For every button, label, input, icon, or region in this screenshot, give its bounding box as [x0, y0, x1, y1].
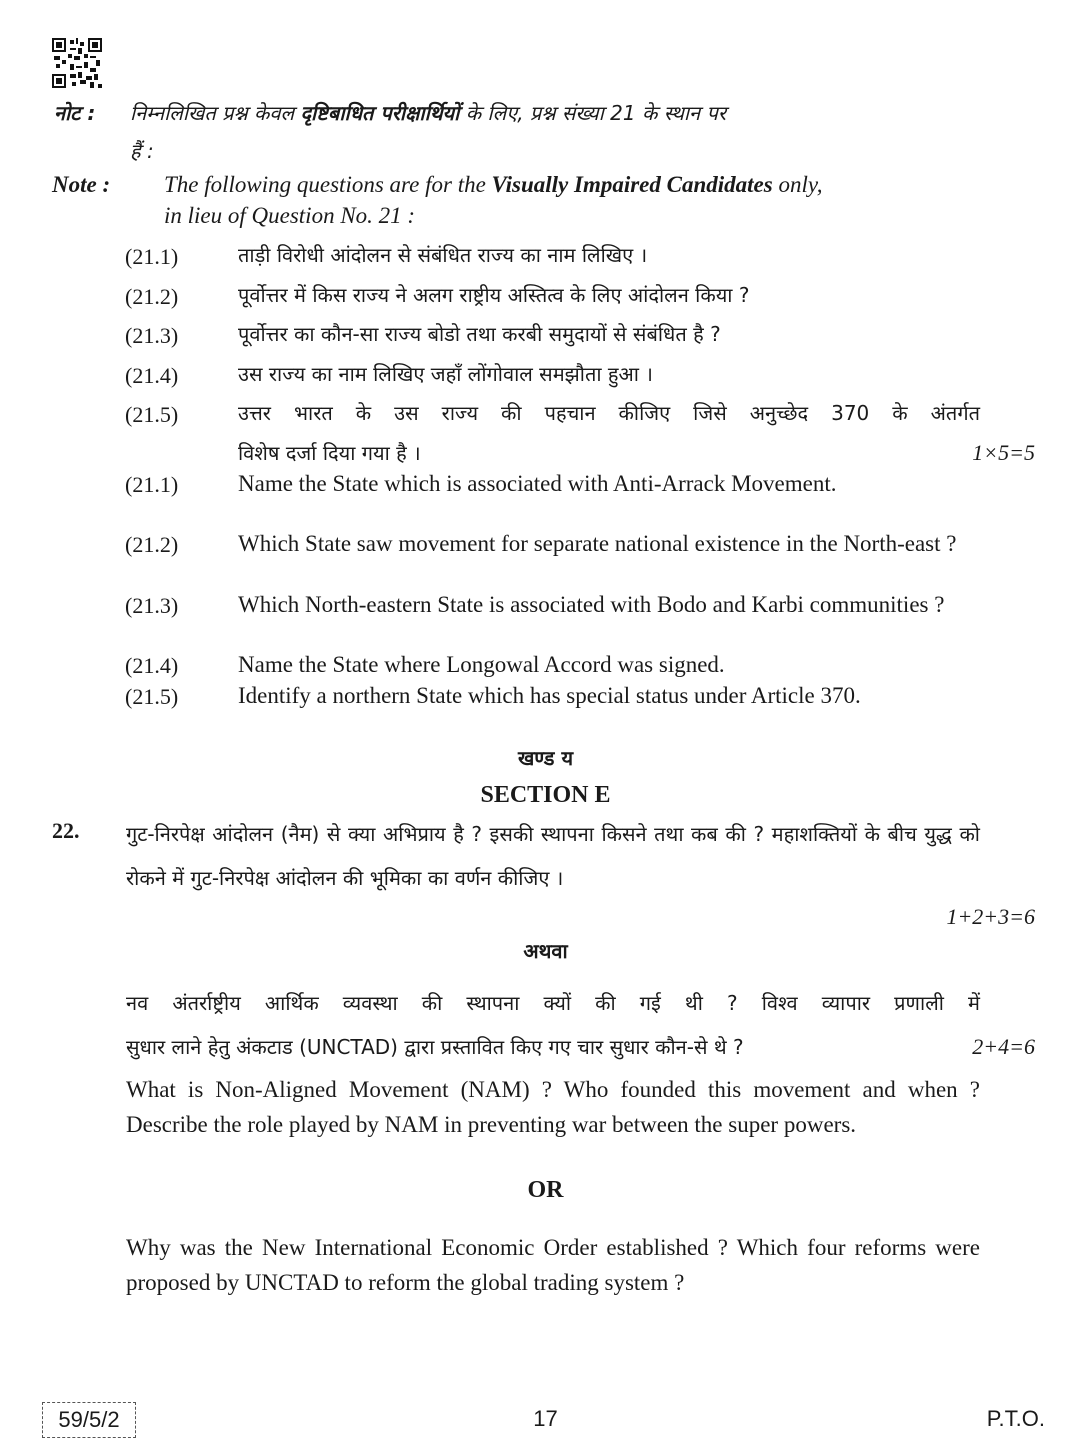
hindi-q-text: उत्तर भारत के उस राज्य की पहचान कीजिए जिसे अनुच्छेद 370 के अंतर्गत [238, 401, 980, 425]
note-hindi-text [130, 94, 990, 132]
english-q-text: Name the State where Longowal Accord was signed. [238, 652, 725, 677]
note-english-line2: in lieu of Question No. 21 : [164, 203, 416, 228]
q22-hindi-alt-marks: 2+4=6 [972, 1034, 1035, 1059]
q22-english-alt-text: Why was the New International Economic Order established ? Which four reforms were proposed by UNCTAD to reform the global trading system ? [126, 1235, 980, 1295]
english-q-text: Which State saw movement for separate national existence in the North-east ? [238, 531, 957, 556]
note-hindi-pre: निम्नलिखित प्रश्न केवल [130, 101, 295, 125]
or-hindi: अथवा [523, 939, 568, 963]
note-hindi-bold: दृष्टिबाधित परीक्षार्थियों [300, 101, 460, 125]
hindi-q-text: पूर्वोत्तर का कौन-सा राज्य बोडो तथा करबी समुदायों से संबंधित है ? [238, 322, 721, 346]
q22-english-text: What is Non-Aligned Movement (NAM) ? Who founded this movement and when ? Describe the role played by NAM in preventing war between the super powers. [126, 1077, 980, 1137]
note-english-bold: Visually Impaired Candidates [491, 172, 773, 197]
or-english: OR [527, 1177, 564, 1203]
q22-hindi-alt-line1: नव अंतर्राष्ट्रीय आर्थिक व्यवस्था की स्थापना क्यों की गई थी ? विश्व व्यापार प्रणाली में [126, 991, 980, 1015]
pto-label: P.T.O. [986, 1406, 1045, 1431]
note-hindi-line2: हैं : [130, 139, 154, 163]
note-english-post: only, [778, 172, 823, 197]
hindi-q-number: (21.2) [125, 284, 179, 309]
section-heading-hindi: खण्ड य [517, 746, 574, 770]
hindi-q-text: उस राज्य का नाम लिखिए जहाँ लोंगोवाल समझौता हुआ । [238, 362, 653, 386]
hindi-q-text: पूर्वोत्तर में किस राज्य ने अलग राष्ट्रीय अस्तित्व के लिए आंदोलन किया ? [238, 283, 750, 307]
q22-hindi-alt-line2: सुधार लाने हेतु अंकटाड (UNCTAD) द्वारा प्रस्तावित किए गए चार सुधार कौन-से थे ? [126, 1035, 744, 1059]
q22-hindi-marks: 1+2+3=6 [946, 904, 1035, 929]
english-q-number: (21.4) [125, 653, 179, 678]
marks-21: 1×5=5 [972, 440, 1035, 465]
q22-hindi-text: गुट-निरपेक्ष आंदोलन (नैम) से क्या अभिप्राय है ? इसकी स्थापना किसने तथा कब की ? महाशक्तियों के बीच युद्ध को रोकने में गुट-निरपेक्ष आंदोलन की भूमिका का वर्णन कीजिए । [126, 822, 980, 890]
hindi-q-number: (21.5) [125, 402, 179, 427]
hindi-q-number: (21.3) [125, 323, 179, 348]
hindi-q-number: (21.1) [125, 244, 179, 269]
hindi-q-text: ताड़ी विरोधी आंदोलन से संबंधित राज्य का नाम लिखिए । [238, 243, 648, 267]
english-q-number: (21.5) [125, 684, 179, 709]
hindi-q-text-line2: विशेष दर्जा दिया गया है । [238, 441, 421, 465]
question-number: 22. [52, 818, 80, 843]
english-q-number: (21.3) [125, 593, 179, 618]
english-q-text: Identify a northern State which has special status under Article 370. [238, 683, 861, 708]
note-english-text [164, 170, 1044, 200]
english-q-text: Which North-eastern State is associated with Bodo and Karbi communities ? [238, 592, 945, 617]
section-heading-english: SECTION E [480, 782, 611, 808]
page-number: 17 [533, 1406, 558, 1431]
paper-code: 59/5/2 [58, 1407, 120, 1432]
hindi-q-number: (21.4) [125, 363, 179, 388]
qr-code [52, 38, 102, 88]
note-hindi-post: के लिए, प्रश्न संख्या 21 के स्थान पर [465, 101, 727, 125]
note-english-pre: The following questions are for the [164, 172, 486, 197]
english-q-number: (21.2) [125, 532, 179, 557]
english-q-number: (21.1) [125, 472, 179, 497]
note-english-label: Note : [52, 172, 111, 197]
english-q-text: Name the State which is associated with Anti-Arrack Movement. [238, 471, 837, 496]
note-hindi-label: नोट : [54, 101, 96, 125]
